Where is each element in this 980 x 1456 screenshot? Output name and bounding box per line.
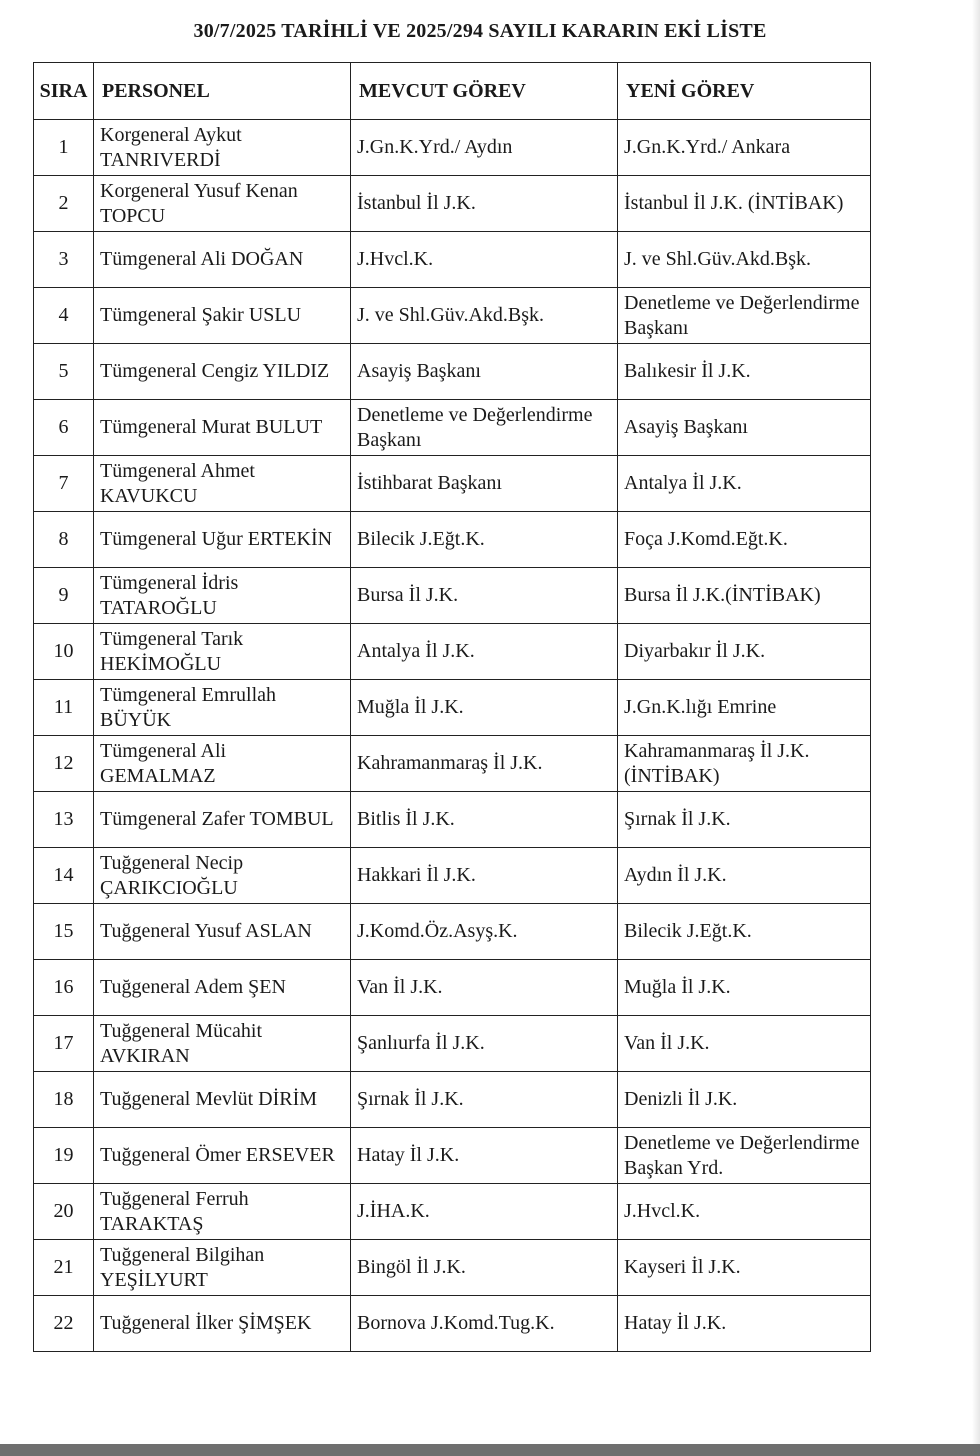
cell-sira: 16 [34, 960, 94, 1016]
cell-sira: 17 [34, 1016, 94, 1072]
cell-yeni-gorev: J. ve Shl.Güv.Akd.Bşk. [618, 232, 871, 288]
cell-personel: Tümgeneral Ahmet KAVUKCU [94, 456, 351, 512]
cell-personel: Tuğgeneral Necip ÇARIKCIOĞLU [94, 848, 351, 904]
cell-personel: Tuğgeneral Bilgihan YEŞİLYURT [94, 1240, 351, 1296]
table-row [34, 568, 871, 624]
cell-mevcut-gorev: Hakkari İl J.K. [351, 848, 618, 904]
cell-personel: Tuğgeneral Ömer ERSEVER [94, 1128, 351, 1184]
table-header-row [34, 63, 871, 120]
header-personel: PERSONEL [94, 63, 351, 120]
table-row [34, 400, 871, 456]
cell-sira: 15 [34, 904, 94, 960]
cell-sira: 7 [34, 456, 94, 512]
cell-sira: 12 [34, 736, 94, 792]
table-row [34, 848, 871, 904]
table-row [34, 792, 871, 848]
table-row [34, 456, 871, 512]
header-yeni-gorev: YENİ GÖREV [618, 63, 871, 120]
cell-sira: 3 [34, 232, 94, 288]
cell-yeni-gorev: J.Hvcl.K. [618, 1184, 871, 1240]
scan-bottom-bar [0, 1444, 980, 1456]
cell-sira: 13 [34, 792, 94, 848]
table-row [34, 120, 871, 176]
cell-personel: Tümgeneral Cengiz YILDIZ [94, 344, 351, 400]
cell-yeni-gorev: Kayseri İl J.K. [618, 1240, 871, 1296]
cell-sira: 18 [34, 1072, 94, 1128]
cell-mevcut-gorev: Bornova J.Komd.Tug.K. [351, 1296, 618, 1352]
cell-personel: Tümgeneral Murat BULUT [94, 400, 351, 456]
table-row [34, 176, 871, 232]
cell-yeni-gorev: Denizli İl J.K. [618, 1072, 871, 1128]
cell-mevcut-gorev: J. ve Shl.Güv.Akd.Bşk. [351, 288, 618, 344]
cell-personel: Korgeneral Aykut TANRIVERDİ [94, 120, 351, 176]
cell-yeni-gorev: J.Gn.K.lığı Emrine [618, 680, 871, 736]
cell-personel: Tümgeneral Uğur ERTEKİN [94, 512, 351, 568]
table-row [34, 1016, 871, 1072]
table-row [34, 1184, 871, 1240]
table-row [34, 904, 871, 960]
cell-sira: 10 [34, 624, 94, 680]
cell-personel: Tümgeneral Tarık HEKİMOĞLU [94, 624, 351, 680]
cell-personel: Tuğgeneral Ferruh TARAKTAŞ [94, 1184, 351, 1240]
cell-yeni-gorev: Asayiş Başkanı [618, 400, 871, 456]
header-sira: SIRA [34, 63, 94, 120]
cell-sira: 1 [34, 120, 94, 176]
cell-mevcut-gorev: Bilecik J.Eğt.K. [351, 512, 618, 568]
table-row [34, 1072, 871, 1128]
cell-sira: 19 [34, 1128, 94, 1184]
cell-mevcut-gorev: J.Komd.Öz.Asyş.K. [351, 904, 618, 960]
cell-sira: 2 [34, 176, 94, 232]
table-row [34, 680, 871, 736]
cell-sira: 5 [34, 344, 94, 400]
cell-yeni-gorev: J.Gn.K.Yrd./ Ankara [618, 120, 871, 176]
cell-yeni-gorev: Denetleme ve Değerlendirme Başkan Yrd. [618, 1128, 871, 1184]
cell-yeni-gorev: Foça J.Komd.Eğt.K. [618, 512, 871, 568]
cell-sira: 14 [34, 848, 94, 904]
cell-personel: Tümgeneral Şakir USLU [94, 288, 351, 344]
cell-mevcut-gorev: İstihbarat Başkanı [351, 456, 618, 512]
cell-mevcut-gorev: Antalya İl J.K. [351, 624, 618, 680]
cell-personel: Tümgeneral Zafer TOMBUL [94, 792, 351, 848]
table-row [34, 288, 871, 344]
cell-sira: 9 [34, 568, 94, 624]
cell-mevcut-gorev: Şırnak İl J.K. [351, 1072, 618, 1128]
cell-sira: 6 [34, 400, 94, 456]
table-row [34, 232, 871, 288]
cell-personel: Tümgeneral Emrullah BÜYÜK [94, 680, 351, 736]
table-row [34, 1240, 871, 1296]
cell-personel: Tuğgeneral İlker ŞİMŞEK [94, 1296, 351, 1352]
cell-yeni-gorev: Bursa İl J.K.(İNTİBAK) [618, 568, 871, 624]
cell-mevcut-gorev: İstanbul İl J.K. [351, 176, 618, 232]
cell-yeni-gorev: Muğla İl J.K. [618, 960, 871, 1016]
cell-personel: Tümgeneral İdris TATAROĞLU [94, 568, 351, 624]
cell-sira: 8 [34, 512, 94, 568]
cell-yeni-gorev: Aydın İl J.K. [618, 848, 871, 904]
cell-yeni-gorev: Diyarbakır İl J.K. [618, 624, 871, 680]
cell-personel: Tuğgeneral Yusuf ASLAN [94, 904, 351, 960]
cell-personel: Tuğgeneral Mevlüt DİRİM [94, 1072, 351, 1128]
cell-sira: 21 [34, 1240, 94, 1296]
cell-mevcut-gorev: J.Gn.K.Yrd./ Aydın [351, 120, 618, 176]
cell-sira: 20 [34, 1184, 94, 1240]
table-row [34, 1128, 871, 1184]
cell-mevcut-gorev: Bingöl İl J.K. [351, 1240, 618, 1296]
table-row [34, 960, 871, 1016]
cell-yeni-gorev: Denetleme ve Değerlendirme Başkanı [618, 288, 871, 344]
cell-sira: 11 [34, 680, 94, 736]
cell-mevcut-gorev: Kahramanmaraş İl J.K. [351, 736, 618, 792]
cell-mevcut-gorev: Muğla İl J.K. [351, 680, 618, 736]
header-mevcut-gorev: MEVCUT GÖREV [351, 63, 618, 120]
cell-yeni-gorev: Şırnak İl J.K. [618, 792, 871, 848]
cell-yeni-gorev: Kahramanmaraş İl J.K. (İNTİBAK) [618, 736, 871, 792]
assignment-table [33, 62, 871, 1352]
cell-mevcut-gorev: Asayiş Başkanı [351, 344, 618, 400]
cell-yeni-gorev: Hatay İl J.K. [618, 1296, 871, 1352]
cell-mevcut-gorev: Bursa İl J.K. [351, 568, 618, 624]
cell-personel: Tümgeneral Ali DOĞAN [94, 232, 351, 288]
cell-yeni-gorev: Antalya İl J.K. [618, 456, 871, 512]
table-row [34, 512, 871, 568]
cell-yeni-gorev: İstanbul İl J.K. (İNTİBAK) [618, 176, 871, 232]
cell-mevcut-gorev: Denetleme ve Değerlendirme Başkanı [351, 400, 618, 456]
table-row [34, 736, 871, 792]
cell-sira: 22 [34, 1296, 94, 1352]
cell-sira: 4 [34, 288, 94, 344]
document-title: 30/7/2025 TARİHLİ VE 2025/294 SAYILI KARARIN EKİ LİSTE [193, 20, 767, 42]
table-body [34, 120, 871, 1352]
cell-mevcut-gorev: Van İl J.K. [351, 960, 618, 1016]
cell-personel: Tümgeneral Ali GEMALMAZ [94, 736, 351, 792]
cell-mevcut-gorev: J.İHA.K. [351, 1184, 618, 1240]
table-row [34, 344, 871, 400]
cell-mevcut-gorev: Hatay İl J.K. [351, 1128, 618, 1184]
cell-yeni-gorev: Balıkesir İl J.K. [618, 344, 871, 400]
cell-yeni-gorev: Van İl J.K. [618, 1016, 871, 1072]
table-row [34, 624, 871, 680]
cell-personel: Tuğgeneral Adem ŞEN [94, 960, 351, 1016]
cell-yeni-gorev: Bilecik J.Eğt.K. [618, 904, 871, 960]
cell-mevcut-gorev: Bitlis İl J.K. [351, 792, 618, 848]
table-row [34, 1296, 871, 1352]
scan-edge-shadow [972, 0, 980, 1444]
cell-mevcut-gorev: J.Hvcl.K. [351, 232, 618, 288]
cell-personel: Korgeneral Yusuf Kenan TOPCU [94, 176, 351, 232]
cell-mevcut-gorev: Şanlıurfa İl J.K. [351, 1016, 618, 1072]
cell-personel: Tuğgeneral Mücahit AVKIRAN [94, 1016, 351, 1072]
